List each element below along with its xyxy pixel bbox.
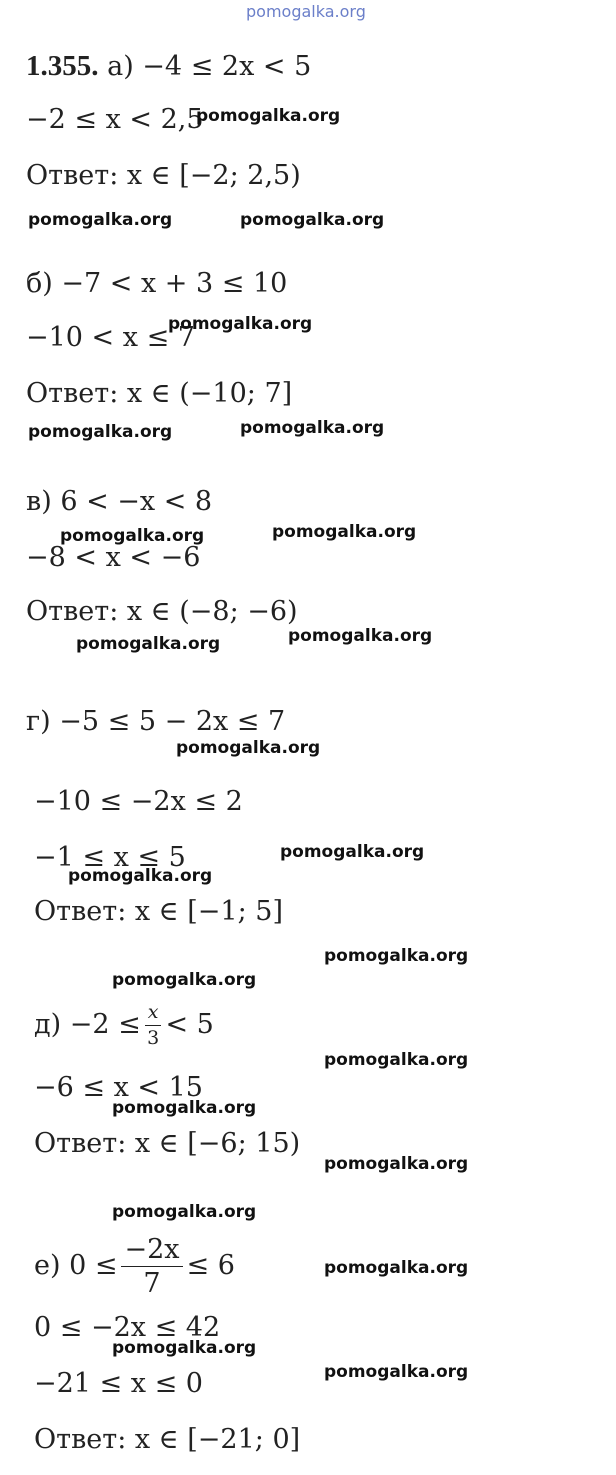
watermark: pomogalka.org xyxy=(176,738,321,758)
watermark: pomogalka.org xyxy=(324,1154,469,1174)
part-d-suffix: < 5 xyxy=(165,1009,214,1040)
part-b-step: −10 < x ≤ 7 xyxy=(26,322,195,353)
watermark: pomogalka.org xyxy=(240,418,385,438)
part-g-answer: Ответ: x ∈ [−1; 5] xyxy=(34,896,283,927)
watermark: pomogalka.org xyxy=(76,634,221,654)
part-b-answer: Ответ: x ∈ (−10; 7] xyxy=(26,378,293,409)
watermark: pomogalka.org xyxy=(28,210,173,230)
watermark: pomogalka.org xyxy=(112,970,257,990)
part-a-step: −2 ≤ x < 2,5 xyxy=(26,104,204,135)
watermark: pomogalka.org xyxy=(112,1338,257,1358)
part-b-condition: б) −7 < x + 3 ≤ 10 xyxy=(26,268,288,299)
watermark: pomogalka.org xyxy=(240,210,385,230)
part-e-step2: −21 ≤ x ≤ 0 xyxy=(34,1368,203,1399)
part-g-condition: г) −5 ≤ 5 − 2x ≤ 7 xyxy=(26,706,286,737)
part-e-answer: Ответ: x ∈ [−21; 0] xyxy=(34,1424,301,1455)
watermark: pomogalka.org xyxy=(324,1258,469,1278)
part-d-prefix: д) −2 ≤ xyxy=(34,1009,141,1040)
part-e-frac-den: 7 xyxy=(143,1268,161,1299)
watermark: pomogalka.org xyxy=(324,1362,469,1382)
part-d-step: −6 ≤ x < 15 xyxy=(34,1072,203,1103)
part-e-fraction xyxy=(121,1236,182,1297)
part-a-condition xyxy=(26,50,311,83)
part-d-condition xyxy=(34,1000,214,1050)
part-a-condition-text: а) −4 ≤ 2x < 5 xyxy=(107,51,312,82)
watermark: pomogalka.org xyxy=(272,522,417,542)
part-a-answer: Ответ: x ∈ [−2; 2,5) xyxy=(26,160,301,191)
part-g-step1: −10 ≤ −2x ≤ 2 xyxy=(34,786,243,817)
part-v-answer: Ответ: x ∈ (−8; −6) xyxy=(26,596,298,627)
watermark: pomogalka.org xyxy=(324,1050,469,1070)
watermark-top: pomogalka.org xyxy=(246,2,366,21)
watermark: pomogalka.org xyxy=(68,866,213,886)
part-g-step2: −1 ≤ x ≤ 5 xyxy=(34,842,186,873)
watermark: pomogalka.org xyxy=(324,946,469,966)
watermark: pomogalka.org xyxy=(60,526,205,546)
watermark: pomogalka.org xyxy=(196,106,341,126)
part-e-frac-num: −2x xyxy=(121,1236,182,1267)
part-e-step1: 0 ≤ −2x ≤ 42 xyxy=(34,1312,221,1343)
part-e-suffix: ≤ 6 xyxy=(186,1250,235,1281)
part-d-answer: Ответ: x ∈ [−6; 15) xyxy=(34,1128,301,1159)
part-v-condition: в) 6 < −x < 8 xyxy=(26,486,213,517)
watermark: pomogalka.org xyxy=(112,1202,257,1222)
problem-number: 1.355. xyxy=(26,50,99,82)
part-d-frac-num: x xyxy=(145,1003,162,1026)
watermark: pomogalka.org xyxy=(28,422,173,442)
part-d-fraction xyxy=(145,1003,162,1048)
part-v-step: −8 < x < −6 xyxy=(26,542,201,573)
part-e-prefix: е) 0 ≤ xyxy=(34,1250,118,1281)
part-d-frac-den: 3 xyxy=(147,1027,160,1049)
watermark: pomogalka.org xyxy=(168,314,313,334)
watermark: pomogalka.org xyxy=(280,842,425,862)
watermark: pomogalka.org xyxy=(288,626,433,646)
part-e-condition xyxy=(34,1236,235,1297)
watermark: pomogalka.org xyxy=(112,1098,257,1118)
